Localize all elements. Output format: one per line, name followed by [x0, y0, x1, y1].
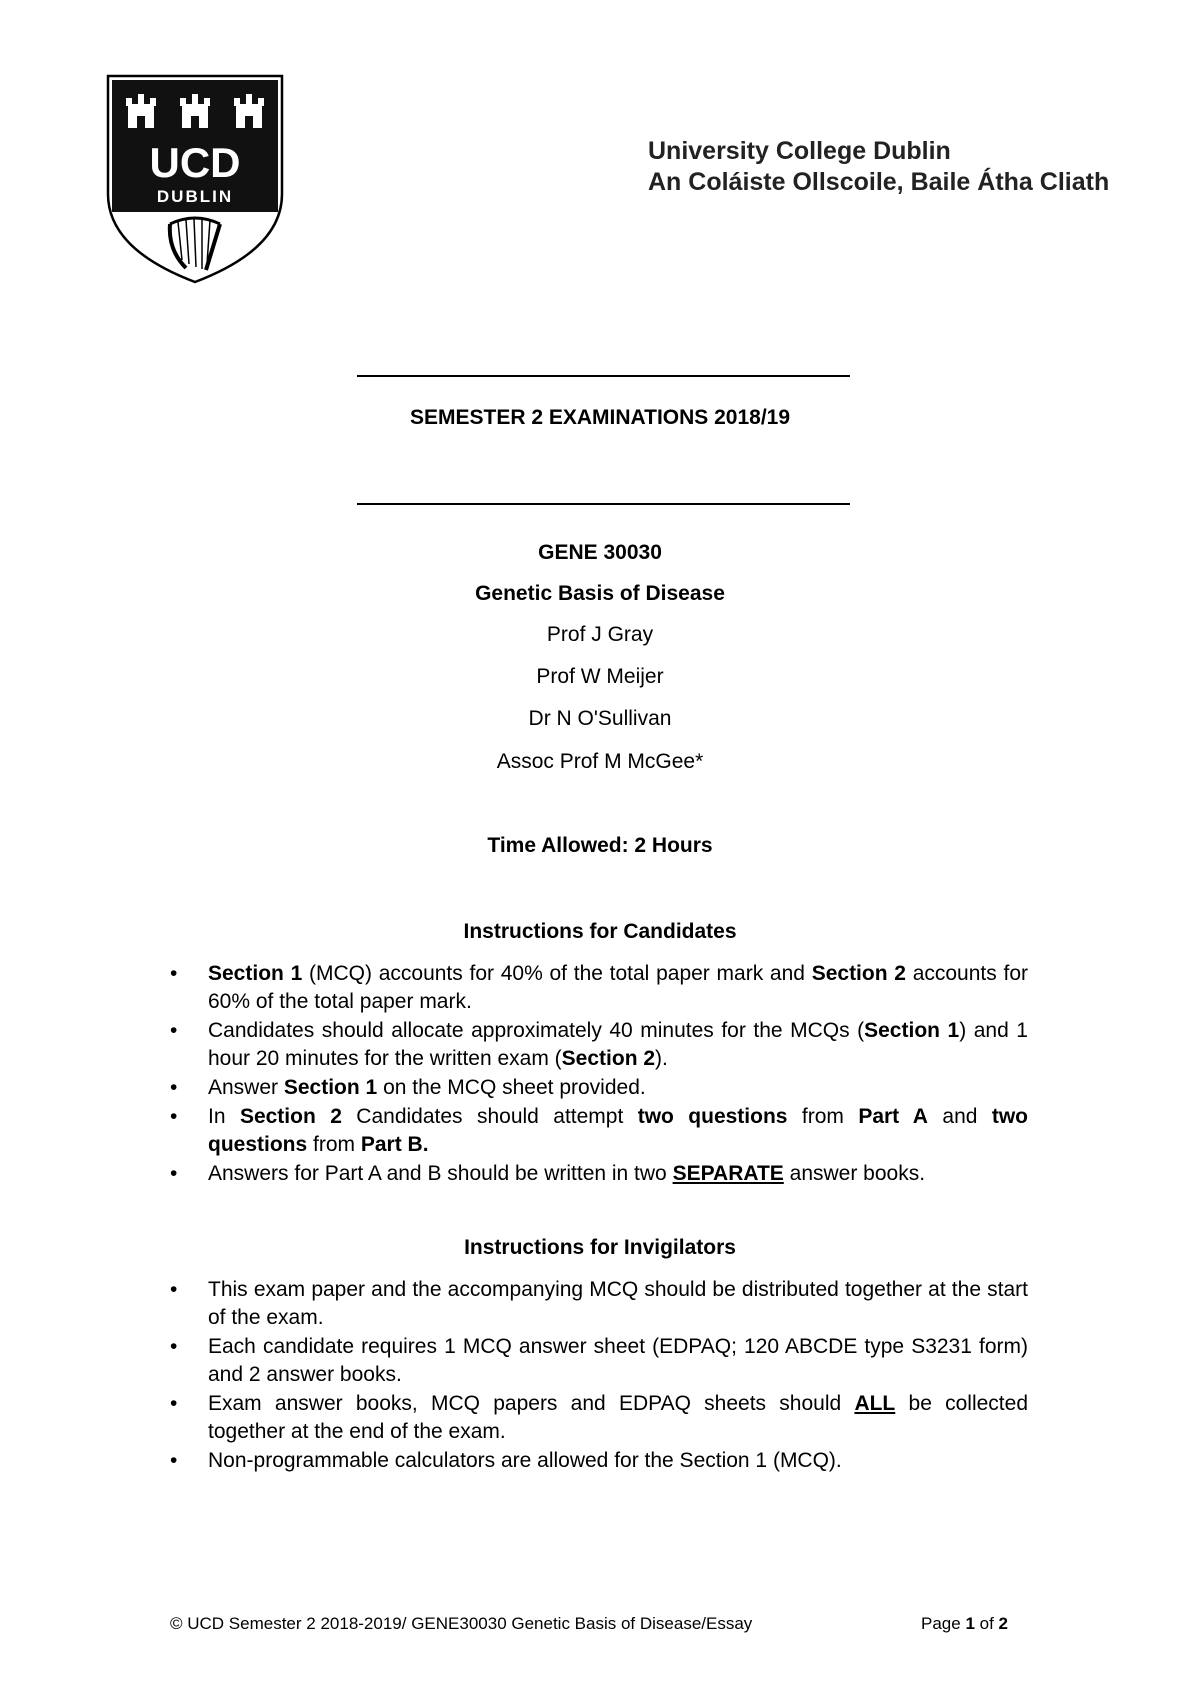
candidates-heading: Instructions for Candidates: [463, 920, 737, 943]
list-item: • Candidates should allocate approximately 40 minutes for the MCQs (Section 1) and 1 hour 20 minutes for the written exam (Section 2).: [170, 1017, 1028, 1073]
list-item: • This exam paper and the accompanying MCQ should be distributed together at the start of the exam.: [170, 1276, 1028, 1332]
module-code: GENE 30030: [538, 541, 662, 564]
divider-top: [357, 375, 850, 377]
examiner-3: Dr N O'Sullivan: [528, 707, 672, 730]
footer-page-number: Page 1 of 2: [921, 1614, 1008, 1633]
footer-copyright: © UCD Semester 2 2018-2019/ GENE30030 Genetic Basis of Disease/Essay: [170, 1614, 753, 1633]
list-item: • Non-programmable calculators are allowed for the Section 1 (MCQ).: [170, 1447, 1028, 1475]
university-name-english: University College Dublin: [648, 137, 951, 165]
list-item: • Answers for Part A and B should be written in two SEPARATE answer books.: [170, 1160, 1028, 1188]
examiner-1: Prof J Gray: [546, 623, 654, 646]
crest-ucd-text: UCD: [149, 139, 241, 186]
crest-dublin-text: DUBLIN: [156, 187, 234, 206]
module-title: Genetic Basis of Disease: [475, 582, 725, 605]
invigilators-instructions-list: [170, 1276, 1028, 1476]
examiner-2: Prof W Meijer: [536, 665, 664, 688]
examiner-4: Assoc Prof M McGee*: [496, 750, 704, 773]
ucd-crest-logo: [106, 74, 284, 284]
list-item: • Section 1 (MCQ) accounts for 40% of the total paper mark and Section 2 accounts for 60% of the total paper mark.: [170, 960, 1028, 1016]
list-item: • In Section 2 Candidates should attempt two questions from Part A and two questions from Part B.: [170, 1103, 1028, 1159]
invigilators-heading: Instructions for Invigilators: [464, 1236, 736, 1259]
list-item: • Each candidate requires 1 MCQ answer sheet (EDPAQ; 120 ABCDE type S3231 form) and 2 answer books.: [170, 1333, 1028, 1389]
exam-session-title: SEMESTER 2 EXAMINATIONS 2018/19: [409, 406, 791, 429]
candidates-instructions-list: [170, 960, 1028, 1189]
list-item: • Answer Section 1 on the MCQ sheet provided.: [170, 1074, 1028, 1102]
university-name: [648, 136, 1109, 198]
university-name-irish: An Coláiste Ollscoile, Baile Átha Cliath: [648, 168, 1110, 196]
divider-bottom: [357, 503, 850, 505]
time-allowed: Time Allowed: 2 Hours: [487, 834, 713, 857]
list-item: • Exam answer books, MCQ papers and EDPAQ sheets should ALL be collected together at the end of the exam.: [170, 1390, 1028, 1446]
